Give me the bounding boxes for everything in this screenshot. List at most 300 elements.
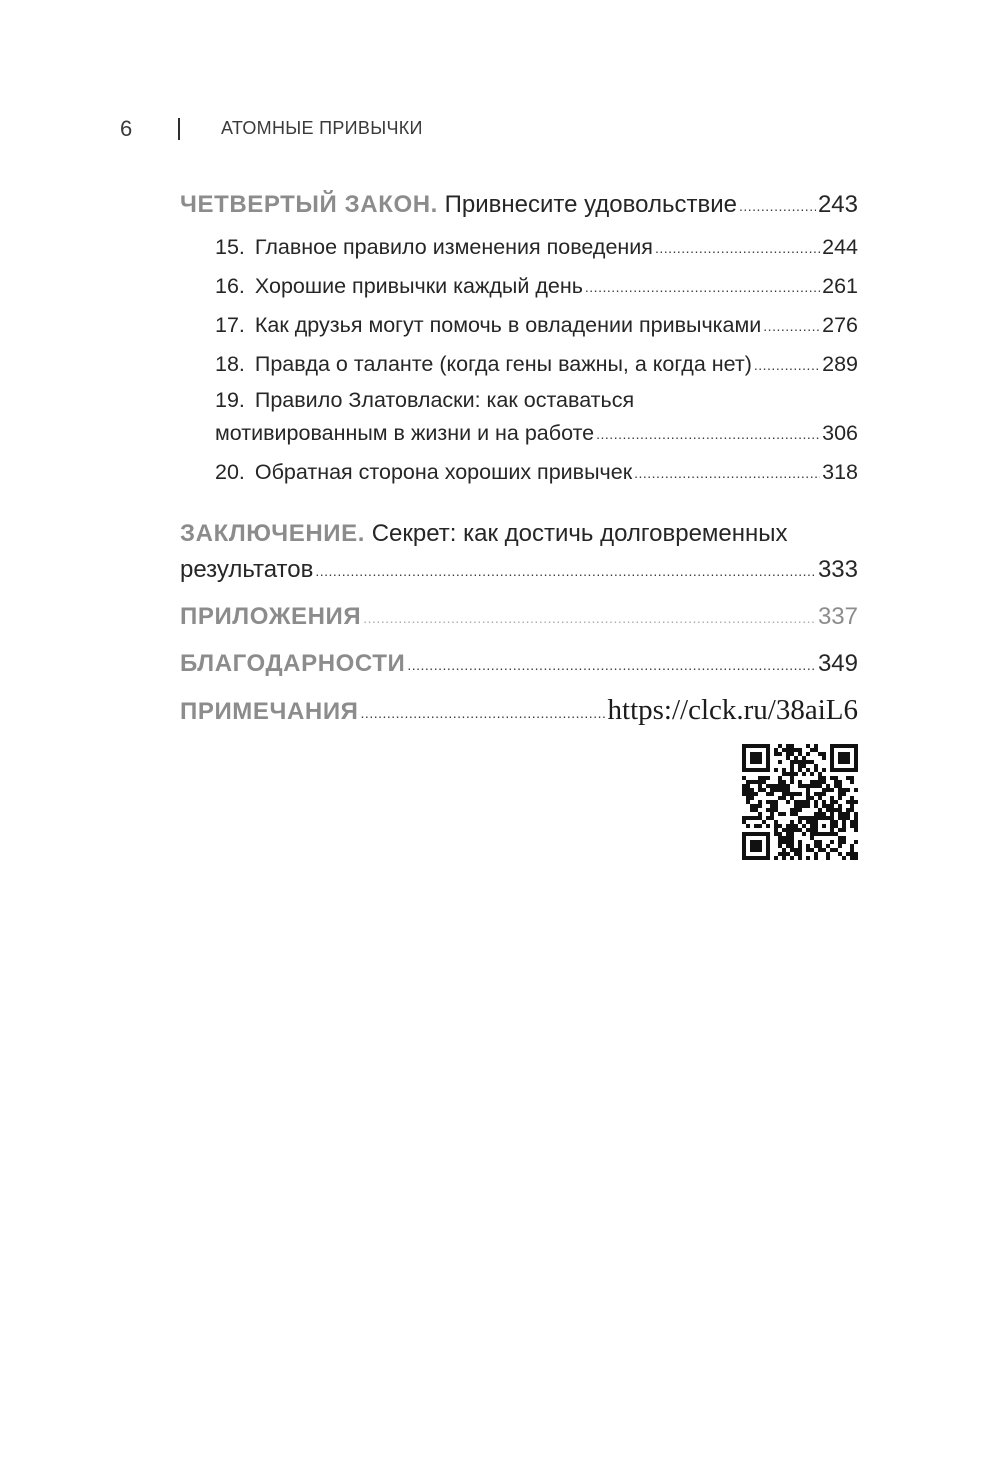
qr-module — [770, 788, 774, 792]
toc-page-number: 318 — [822, 459, 858, 484]
qr-module — [766, 800, 770, 804]
qr-module — [810, 816, 814, 820]
qr-module — [834, 824, 838, 828]
qr-module — [766, 748, 770, 752]
qr-module — [798, 784, 802, 788]
toc-page-number: 261 — [822, 273, 858, 298]
qr-module — [810, 836, 814, 840]
qr-module — [854, 788, 858, 792]
qr-module — [782, 852, 786, 856]
qr-module — [850, 856, 854, 860]
qr-module — [818, 780, 822, 784]
qr-module — [750, 744, 754, 748]
qr-module — [742, 856, 746, 860]
qr-module — [790, 792, 794, 796]
qr-module — [834, 832, 838, 836]
qr-module — [810, 848, 814, 852]
qr-module — [818, 772, 822, 776]
qr-module — [826, 844, 830, 848]
qr-module — [794, 812, 798, 816]
qr-module — [782, 768, 786, 772]
qr-module — [814, 744, 818, 748]
qr-module — [802, 832, 806, 836]
qr-module — [762, 744, 766, 748]
qr-module — [766, 848, 770, 852]
qr-module — [850, 844, 854, 848]
qr-module — [742, 820, 746, 824]
qr-module — [790, 836, 794, 840]
qr-module — [758, 804, 762, 808]
qr-module — [830, 796, 834, 800]
qr-module — [814, 824, 818, 828]
qr-module — [838, 852, 842, 856]
qr-module — [758, 756, 762, 760]
qr-module — [838, 816, 842, 820]
qr-module — [850, 744, 854, 748]
qr-module — [838, 796, 842, 800]
qr-module — [854, 744, 858, 748]
qr-module — [766, 792, 770, 796]
toc-entry-acknowledgments[interactable] — [180, 647, 858, 678]
qr-module — [758, 840, 762, 844]
qr-module — [802, 804, 806, 808]
qr-module — [806, 788, 810, 792]
qr-module — [778, 788, 782, 792]
qr-module — [750, 760, 754, 764]
qr-module — [766, 852, 770, 856]
qr-module — [746, 744, 750, 748]
qr-module — [842, 788, 846, 792]
qr-module — [782, 784, 786, 788]
qr-module — [774, 752, 778, 756]
qr-module — [834, 744, 838, 748]
qr-module — [838, 760, 842, 764]
qr-module — [786, 744, 790, 748]
qr-code-icon[interactable] — [742, 744, 858, 860]
qr-module — [758, 832, 762, 836]
running-header — [120, 114, 820, 144]
qr-module — [786, 784, 790, 788]
qr-module — [762, 780, 766, 784]
part-title: Секрет: как достичь долговременных — [371, 520, 788, 547]
chapter-number: 15. — [215, 234, 245, 259]
toc-entry-chapter-20[interactable] — [215, 457, 858, 485]
qr-module — [830, 748, 834, 752]
qr-module — [814, 784, 818, 788]
qr-module — [846, 776, 850, 780]
qr-module — [830, 768, 834, 772]
qr-module — [822, 752, 826, 756]
qr-module — [754, 792, 758, 796]
toc-entry-chapter-15[interactable] — [215, 232, 858, 260]
qr-module — [790, 812, 794, 816]
chapter-title: Как друзья могут помочь в овладении привычками — [254, 312, 762, 337]
qr-module — [766, 856, 770, 860]
book-title: АТОМНЫЕ ПРИВЫЧКИ — [221, 118, 423, 138]
qr-module — [782, 856, 786, 860]
qr-module — [806, 848, 810, 852]
qr-module — [750, 844, 754, 848]
qr-module — [838, 812, 842, 816]
qr-module — [758, 780, 762, 784]
qr-module — [758, 760, 762, 764]
qr-module — [770, 792, 774, 796]
qr-module — [790, 824, 794, 828]
qr-module — [774, 804, 778, 808]
qr-module — [766, 760, 770, 764]
toc-entry-chapter-18[interactable] — [215, 349, 858, 377]
qr-module — [786, 824, 790, 828]
qr-module — [822, 816, 826, 820]
qr-module — [766, 844, 770, 848]
qr-module — [822, 776, 826, 780]
toc-entry-appendices[interactable] — [180, 600, 858, 631]
qr-module — [830, 824, 834, 828]
qr-module — [798, 840, 802, 844]
qr-module — [818, 752, 822, 756]
qr-module — [778, 824, 782, 828]
qr-module — [802, 772, 806, 776]
chapter-number: 16. — [215, 273, 245, 298]
qr-module — [822, 768, 826, 772]
qr-module — [826, 788, 830, 792]
qr-module — [790, 772, 794, 776]
toc-page-number: 337 — [817, 603, 858, 630]
qr-module — [778, 776, 782, 780]
qr-module — [854, 800, 858, 804]
toc-entry-chapter-19-line1[interactable] — [215, 388, 634, 413]
qr-module — [750, 816, 754, 820]
qr-module — [778, 844, 782, 848]
qr-module — [790, 856, 794, 860]
qr-module — [750, 768, 754, 772]
qr-module — [790, 752, 794, 756]
qr-module — [830, 832, 834, 836]
qr-module — [818, 784, 822, 788]
qr-module — [854, 748, 858, 752]
page-number: 6 — [120, 116, 133, 141]
qr-module — [814, 820, 818, 824]
qr-module — [774, 832, 778, 836]
qr-module — [814, 792, 818, 796]
qr-module — [758, 848, 762, 852]
qr-module — [782, 840, 786, 844]
qr-module — [814, 856, 818, 860]
qr-module — [770, 812, 774, 816]
qr-module — [750, 832, 754, 836]
toc-entry-conclusion[interactable] — [180, 553, 858, 584]
qr-module — [846, 800, 850, 804]
qr-module — [754, 804, 758, 808]
part-prefix: ЧЕТВЕРТЫЙ ЗАКОН. — [180, 191, 438, 218]
qr-module — [802, 760, 806, 764]
qr-module — [786, 836, 790, 840]
qr-module — [794, 760, 798, 764]
qr-module — [854, 820, 858, 824]
qr-module — [850, 800, 854, 804]
qr-module — [802, 816, 806, 820]
qr-module — [746, 784, 750, 788]
qr-module — [790, 844, 794, 848]
qr-module — [854, 840, 858, 844]
qr-module — [794, 804, 798, 808]
qr-module — [794, 848, 798, 852]
qr-module — [778, 744, 782, 748]
qr-module — [810, 828, 814, 832]
qr-module — [770, 804, 774, 808]
qr-module — [770, 784, 774, 788]
qr-module — [794, 824, 798, 828]
dot-leader — [754, 349, 820, 371]
qr-module — [846, 816, 850, 820]
qr-module — [766, 756, 770, 760]
qr-module — [794, 852, 798, 856]
qr-module — [786, 840, 790, 844]
qr-module — [830, 828, 834, 832]
qr-module — [750, 796, 754, 800]
dot-leader — [763, 310, 820, 332]
qr-module — [854, 756, 858, 760]
qr-module — [766, 836, 770, 840]
qr-module — [766, 776, 770, 780]
qr-module — [758, 788, 762, 792]
notes-link[interactable]: https://clck.ru/38aiL6 — [607, 694, 858, 726]
toc-entry-heading — [215, 352, 752, 377]
qr-module — [766, 840, 770, 844]
qr-module — [826, 856, 830, 860]
part-prefix: БЛАГОДАРНОСТИ — [180, 650, 406, 677]
qr-module — [826, 808, 830, 812]
dot-leader — [361, 695, 606, 719]
qr-module — [814, 780, 818, 784]
qr-module — [778, 760, 782, 764]
qr-module — [790, 760, 794, 764]
qr-module — [842, 820, 846, 824]
qr-module — [850, 848, 854, 852]
qr-module — [790, 768, 794, 772]
qr-module — [838, 808, 842, 812]
qr-module — [798, 852, 802, 856]
qr-module — [790, 828, 794, 832]
qr-module — [798, 792, 802, 796]
qr-module — [854, 828, 858, 832]
qr-module — [802, 764, 806, 768]
qr-module — [770, 808, 774, 812]
qr-module — [850, 808, 854, 812]
qr-module — [838, 840, 842, 844]
qr-module — [842, 856, 846, 860]
qr-module — [750, 856, 754, 860]
qr-module — [806, 752, 810, 756]
qr-module — [806, 816, 810, 820]
qr-module — [830, 756, 834, 760]
part-prefix: ЗАКЛЮЧЕНИЕ. — [180, 520, 366, 547]
qr-module — [842, 840, 846, 844]
part-prefix: ПРИМЕЧАНИЯ — [180, 698, 359, 725]
qr-module — [806, 760, 810, 764]
qr-module — [798, 828, 802, 832]
toc-entry-notes[interactable] — [180, 694, 858, 727]
qr-module — [822, 804, 826, 808]
qr-module — [798, 780, 802, 784]
qr-module — [850, 820, 854, 824]
header-divider — [178, 118, 180, 140]
qr-module — [810, 820, 814, 824]
qr-module — [830, 820, 834, 824]
qr-module — [814, 800, 818, 804]
dot-leader — [655, 232, 820, 254]
chapter-number: 17. — [215, 312, 245, 337]
qr-module — [814, 764, 818, 768]
qr-module — [822, 832, 826, 836]
chapter-title: Хорошие привычки каждый день — [254, 273, 583, 298]
toc-entry-chapter-17[interactable] — [215, 310, 858, 338]
qr-module — [798, 808, 802, 812]
dot-leader — [315, 553, 816, 577]
qr-module — [754, 808, 758, 812]
qr-module — [806, 804, 810, 808]
qr-module — [834, 776, 838, 780]
qr-module — [750, 788, 754, 792]
qr-module — [790, 776, 794, 780]
qr-module — [854, 824, 858, 828]
qr-module — [742, 832, 746, 836]
qr-module — [830, 788, 834, 792]
qr-module — [806, 844, 810, 848]
qr-module — [774, 768, 778, 772]
qr-module — [742, 836, 746, 840]
qr-module — [818, 776, 822, 780]
qr-module — [822, 780, 826, 784]
qr-module — [778, 840, 782, 844]
part-title: Привнесите удовольствие — [444, 191, 737, 218]
qr-module — [766, 824, 770, 828]
qr-module — [806, 828, 810, 832]
qr-module — [754, 752, 758, 756]
qr-module — [798, 816, 802, 820]
qr-module — [794, 772, 798, 776]
qr-module — [790, 832, 794, 836]
qr-module — [782, 772, 786, 776]
toc-page-number: 333 — [817, 556, 858, 583]
qr-module — [818, 816, 822, 820]
qr-module — [790, 764, 794, 768]
qr-module — [742, 776, 746, 780]
qr-module — [766, 784, 770, 788]
qr-module — [842, 760, 846, 764]
qr-module — [790, 840, 794, 844]
qr-module — [846, 768, 850, 772]
toc-entry-chapter-16[interactable] — [215, 271, 858, 299]
qr-module — [814, 840, 818, 844]
qr-module — [826, 804, 830, 808]
qr-module — [838, 744, 842, 748]
qr-module — [778, 852, 782, 856]
qr-module — [746, 800, 750, 804]
qr-module — [750, 808, 754, 812]
chapter-number: 19. — [215, 388, 245, 412]
qr-module — [846, 756, 850, 760]
qr-module — [778, 780, 782, 784]
qr-module — [786, 852, 790, 856]
qr-module — [766, 764, 770, 768]
qr-module — [794, 792, 798, 796]
qr-module — [834, 808, 838, 812]
qr-module — [750, 752, 754, 756]
qr-module — [854, 752, 858, 756]
qr-module — [778, 796, 782, 800]
qr-module — [846, 788, 850, 792]
qr-module — [794, 828, 798, 832]
qr-module — [814, 852, 818, 856]
toc-entry-heading — [180, 191, 737, 219]
qr-module — [742, 852, 746, 856]
qr-module — [818, 832, 822, 836]
qr-module — [794, 808, 798, 812]
qr-module — [798, 800, 802, 804]
qr-module — [854, 760, 858, 764]
qr-module — [754, 780, 758, 784]
qr-module — [830, 812, 834, 816]
qr-module — [818, 840, 822, 844]
qr-module — [786, 788, 790, 792]
qr-module — [834, 768, 838, 772]
qr-module — [830, 800, 834, 804]
toc-entry-conclusion-line1[interactable] — [180, 520, 788, 548]
chapter-title: Главное правило изменения поведения — [254, 234, 653, 259]
qr-module — [822, 792, 826, 796]
qr-module — [742, 848, 746, 852]
chapter-title: Правило Златовласки: как оставаться — [254, 388, 635, 412]
qr-module — [798, 856, 802, 860]
qr-module — [814, 832, 818, 836]
qr-module — [830, 760, 834, 764]
toc-page-number: 243 — [817, 191, 858, 218]
qr-module — [830, 752, 834, 756]
qr-module — [794, 800, 798, 804]
qr-module — [834, 784, 838, 788]
qr-module — [742, 840, 746, 844]
chapter-title: Правда о таланте (когда гены важны, а когда нет) — [254, 351, 752, 376]
qr-module — [778, 832, 782, 836]
toc-entry-chapter-19[interactable] — [215, 418, 858, 446]
toc-entry-part4[interactable] — [180, 188, 858, 219]
qr-module — [830, 804, 834, 808]
qr-module — [742, 816, 746, 820]
toc-entry-heading — [215, 274, 583, 299]
qr-module — [842, 756, 846, 760]
qr-module — [818, 808, 822, 812]
qr-module — [850, 768, 854, 772]
qr-module — [746, 856, 750, 860]
qr-module — [834, 820, 838, 824]
qr-module — [798, 848, 802, 852]
qr-module — [786, 800, 790, 804]
qr-module — [838, 756, 842, 760]
toc-page-number: 276 — [822, 312, 858, 337]
qr-module — [822, 800, 826, 804]
qr-module — [762, 768, 766, 772]
qr-module — [854, 856, 858, 860]
qr-module — [742, 756, 746, 760]
part-title-continued: результатов — [180, 556, 314, 583]
qr-module — [766, 768, 770, 772]
qr-module — [850, 852, 854, 856]
toc-entry-heading — [180, 650, 405, 678]
qr-module — [774, 748, 778, 752]
qr-module — [846, 744, 850, 748]
qr-module — [758, 812, 762, 816]
